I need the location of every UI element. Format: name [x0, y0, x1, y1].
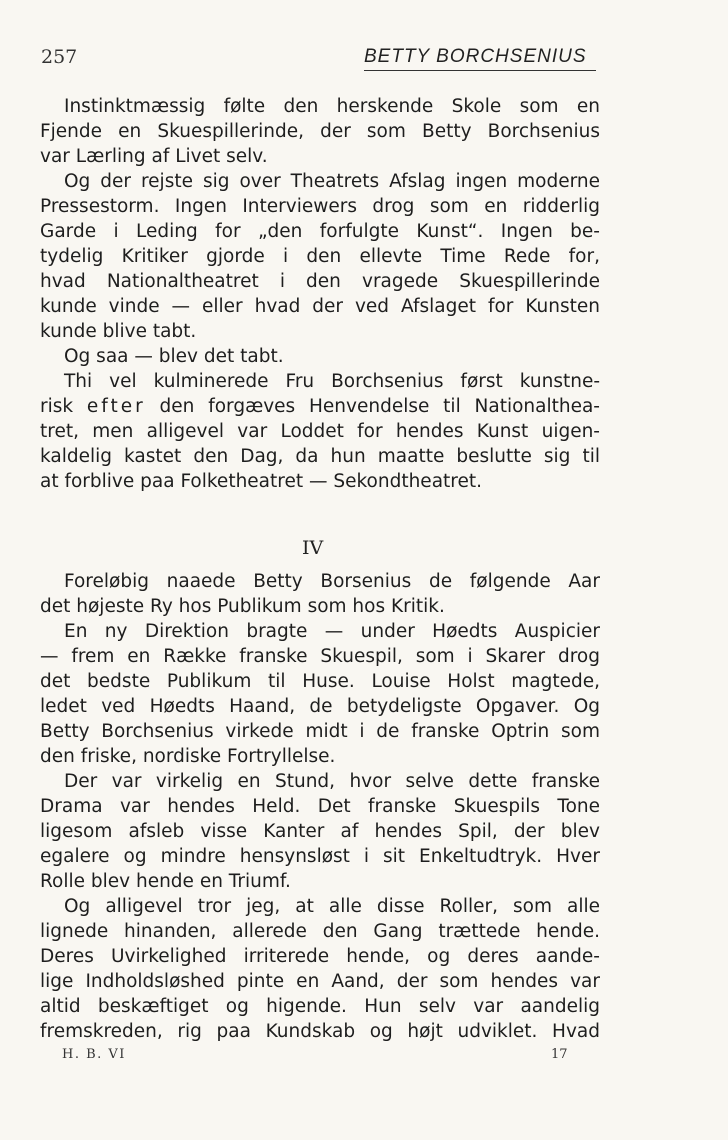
text-line: hvad Nationaltheatret i den vragede Skuespillerinde — [40, 271, 600, 292]
page-number: 257 — [41, 46, 78, 68]
text-line — [40, 394, 600, 419]
text-fragment: den forgæves Henvendelse til Nationalthea- — [159, 396, 600, 417]
text-line: Fjende en Skuespillerinde, der som Betty Borchsenius — [40, 121, 600, 142]
paragraph — [40, 369, 600, 494]
text-line: — frem en Række franske Skuespil, som i Skarer drog — [40, 646, 600, 667]
text-line: tret, men alligevel var Loddet for hendes Kunst uigen- — [40, 421, 600, 442]
text-line: ligesom afsleb visse Kanter af hendes Spil, der blev — [40, 821, 600, 842]
text-line: det bedste Publikum til Huse. Louise Holst magtede, — [40, 671, 600, 692]
text-line: Pressestorm. Ingen Interviewers drog som en ridderlig — [40, 196, 600, 217]
paragraph — [40, 619, 600, 769]
text-line: Rolle blev hende en Triumf. — [40, 871, 291, 892]
text-line: det højeste Ry hos Publikum som hos Kritik. — [40, 596, 445, 617]
text-fragment: risk — [40, 396, 74, 417]
text-line: Betty Borchsenius virkede midt i de franske Optrin som — [40, 721, 600, 742]
text-line: ledet ved Høedts Haand, de betydeligste Opgaver. Og — [40, 696, 600, 717]
text-line: kunde blive tabt. — [40, 321, 197, 342]
text-block-bottom — [40, 569, 600, 1044]
text-line: Deres Uvirkelighed irriterede hende, og deres aande- — [40, 946, 600, 967]
text-line: altid beskæftiget og higende. Hun selv var aandelig — [40, 996, 600, 1017]
text-line: fremskreden, rig paa Kundskab og højt udviklet. Hvad — [40, 1021, 600, 1042]
text-line: Thi vel kulminerede Fru Borchsenius først kunstne- — [64, 371, 600, 392]
footer-sheet-number: 17 — [551, 1047, 568, 1062]
text-line: Der var virkelig en Stund, hvor selve dette franske — [64, 771, 600, 792]
text-line: Drama var hendes Held. Det franske Skuespils Tone — [40, 796, 600, 817]
text-line: Og alligevel tror jeg, at alle disse Roller, som alle — [64, 896, 600, 917]
emphasis-spaced: efter — [86, 396, 146, 417]
paragraph — [40, 169, 600, 344]
running-head: BETTY BORCHSENIUS — [364, 46, 596, 71]
text-line: kunde vinde — eller hvad der ved Afslaget for Kunsten — [40, 296, 600, 317]
text-line: den friske, nordiske Fortryllelse. — [40, 746, 336, 767]
text-line: tydelig Kritiker gjorde i den ellevte Time Rede for, — [40, 246, 600, 267]
paragraph — [40, 769, 600, 894]
text-line: egalere og mindre hensynsløst i sit Enkeltudtryk. Hver — [40, 846, 600, 867]
text-line: Garde i Leding for „den forfulgte Kunst“. Ingen be- — [40, 221, 600, 242]
text-line: En ny Direktion bragte — under Høedts Auspicier — [64, 621, 600, 642]
paragraph — [40, 894, 600, 1044]
text-line: Instinktmæssig følte den herskende Skole som en — [64, 96, 600, 117]
paragraph — [40, 344, 600, 369]
text-line: at forblive paa Folketheatret — Sekondtheatret. — [40, 471, 482, 492]
text-line: lige Indholdsløshed pinte en Aand, der som hendes var — [40, 971, 600, 992]
text-line: Og saa — blev det tabt. — [64, 346, 284, 367]
text-line: var Lærling af Livet selv. — [40, 146, 268, 167]
text-block-top — [40, 94, 600, 494]
section-heading: IV — [302, 537, 324, 559]
text-line: lignede hinanden, allerede den Gang trættede hende. — [40, 921, 600, 942]
paragraph — [40, 569, 600, 619]
text-line: Og der rejste sig over Theatrets Afslag ingen moderne — [64, 171, 600, 192]
footer-signature: H. B. VI — [62, 1047, 126, 1062]
text-line: Foreløbig naaede Betty Borsenius de følgende Aar — [64, 571, 600, 592]
paragraph — [40, 94, 600, 169]
text-line: kaldelig kastet den Dag, da hun maatte beslutte sig til — [40, 446, 600, 467]
